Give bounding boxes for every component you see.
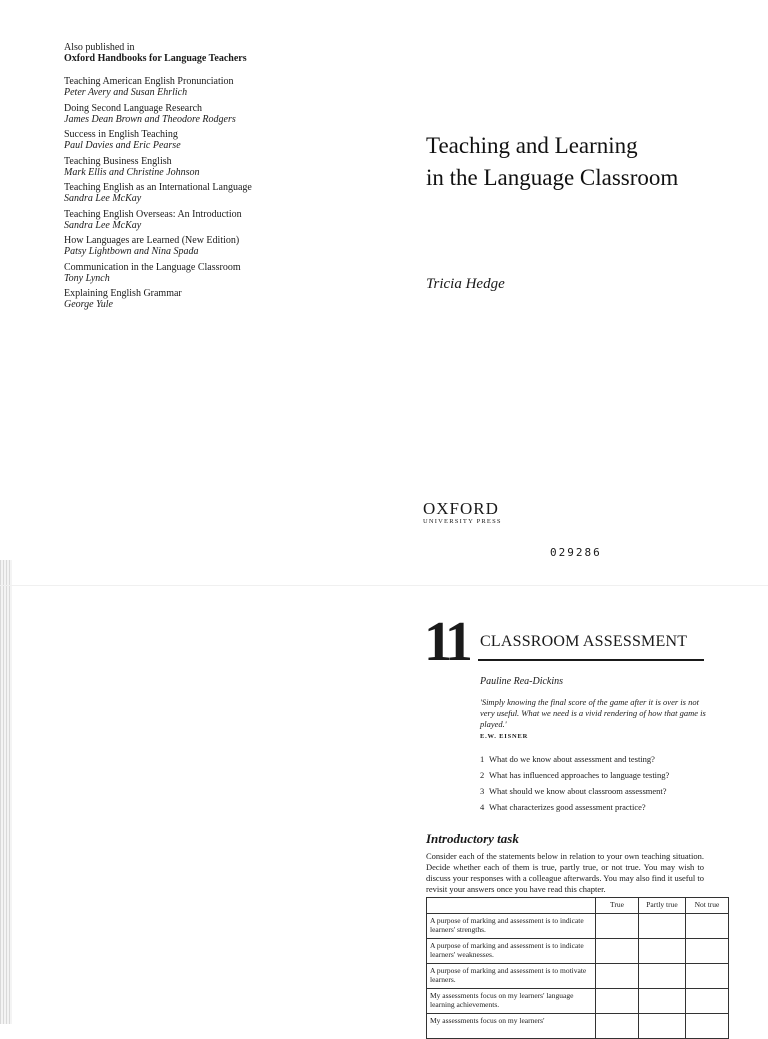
true-cell[interactable] (596, 914, 639, 939)
question-item: 2 What has influenced approaches to language testing? (480, 770, 670, 780)
book-entry: Doing Second Language Research James Dean Brown and Theodore Rodgers (64, 102, 236, 125)
book-entry: Teaching English as an International Language Sandra Lee McKay (64, 182, 252, 204)
table-row (427, 989, 729, 1014)
table-header: True (596, 898, 639, 914)
table-row (427, 1014, 729, 1039)
book-entry: Communication in the Language Classroom Tony Lynch (64, 261, 241, 284)
chapter-title: CLASSROOM ASSESSMENT (480, 633, 688, 650)
partly-true-cell[interactable] (639, 914, 686, 939)
partly-true-cell[interactable] (639, 1014, 686, 1039)
table-row (427, 964, 729, 989)
true-cell[interactable] (596, 939, 639, 964)
table-header: Not true (686, 898, 729, 914)
book-entry: Explaining English Grammar George Yule (64, 288, 182, 310)
statement-cell: A purpose of marking and assessment is to motivate learners. (427, 964, 596, 989)
chapter-questions (480, 754, 710, 818)
epigraph-source: E.W. EISNER (480, 733, 529, 740)
intro-text: Consider each of the statements below in relation to your own teaching situation. Decide whether each of them is true, partly true, or not true. You may wish to discuss your responses with a colleague afterwards. You may also find it useful to revisit your answers once you have read this chapter. (426, 851, 704, 894)
true-cell[interactable] (596, 964, 639, 989)
not-true-cell[interactable] (686, 939, 729, 964)
partly-true-cell[interactable] (639, 989, 686, 1014)
chapter-number: 11 (424, 611, 469, 673)
book-entry: How Languages are Learned (New Edition) Patsy Lightbown and Nina Spada (64, 235, 240, 257)
statement-cell: My assessments focus on my learners' language learning achievements. (427, 989, 596, 1014)
book-entry: Teaching English Overseas: An Introduction Sandra Lee McKay (64, 208, 242, 231)
also-published-list (64, 42, 364, 315)
book-title: Teaching and Learning in the Language Classroom (426, 133, 679, 190)
table-header: Partly true (639, 898, 686, 914)
partly-true-cell[interactable] (639, 964, 686, 989)
publisher-name: OXFORD (423, 499, 499, 518)
series-name: Oxford Handbooks for Language Teachers (64, 53, 247, 64)
chapter-rule (478, 659, 704, 661)
intro-heading: Introductory task (426, 831, 519, 846)
table-header (427, 898, 596, 914)
not-true-cell[interactable] (686, 914, 729, 939)
statement-cell: My assessments focus on my learners' (427, 1014, 596, 1039)
epigraph-quote: 'Simply knowing the final score of the game after it is over is not very useful. What we need is a vivid rendering of how that game is played.' (480, 697, 706, 729)
library-stamp: 029286 (550, 546, 602, 559)
page-divider (0, 585, 768, 586)
scan-edge (0, 560, 12, 1024)
partly-true-cell[interactable] (639, 939, 686, 964)
statement-cell: A purpose of marking and assessment is to indicate learners' weaknesses. (427, 939, 596, 964)
true-cell[interactable] (596, 989, 639, 1014)
not-true-cell[interactable] (686, 1014, 729, 1039)
book-entry: Success in English Teaching Paul Davies and Eric Pearse (64, 129, 181, 151)
not-true-cell[interactable] (686, 989, 729, 1014)
question-item: 1 What do we know about assessment and testing? (480, 754, 655, 764)
also-published-heading: Also published in Oxford Handbooks for Language Teachers (64, 42, 364, 64)
book-author: Tricia Hedge (426, 276, 505, 292)
true-cell[interactable] (596, 1014, 639, 1039)
book-entry: Teaching American English Pronunciation Peter Avery and Susan Ehrlich (64, 76, 234, 98)
table-header-row (427, 898, 729, 914)
publisher-logo (423, 500, 502, 526)
table-row (427, 914, 729, 939)
book-entry: Teaching Business English Mark Ellis and Christine Johnson (64, 155, 200, 178)
statement-cell: A purpose of marking and assessment is to indicate learners' strengths. (427, 914, 596, 939)
publisher-sub: UNIVERSITY PRESS (423, 518, 502, 525)
chapter-author: Pauline Rea-Dickins (480, 676, 564, 687)
assessment-table (426, 897, 729, 1039)
table-row (427, 939, 729, 964)
question-item: 3 What should we know about classroom assessment? (480, 786, 667, 796)
not-true-cell[interactable] (686, 964, 729, 989)
question-item: 4 What characterizes good assessment practice? (480, 802, 646, 812)
